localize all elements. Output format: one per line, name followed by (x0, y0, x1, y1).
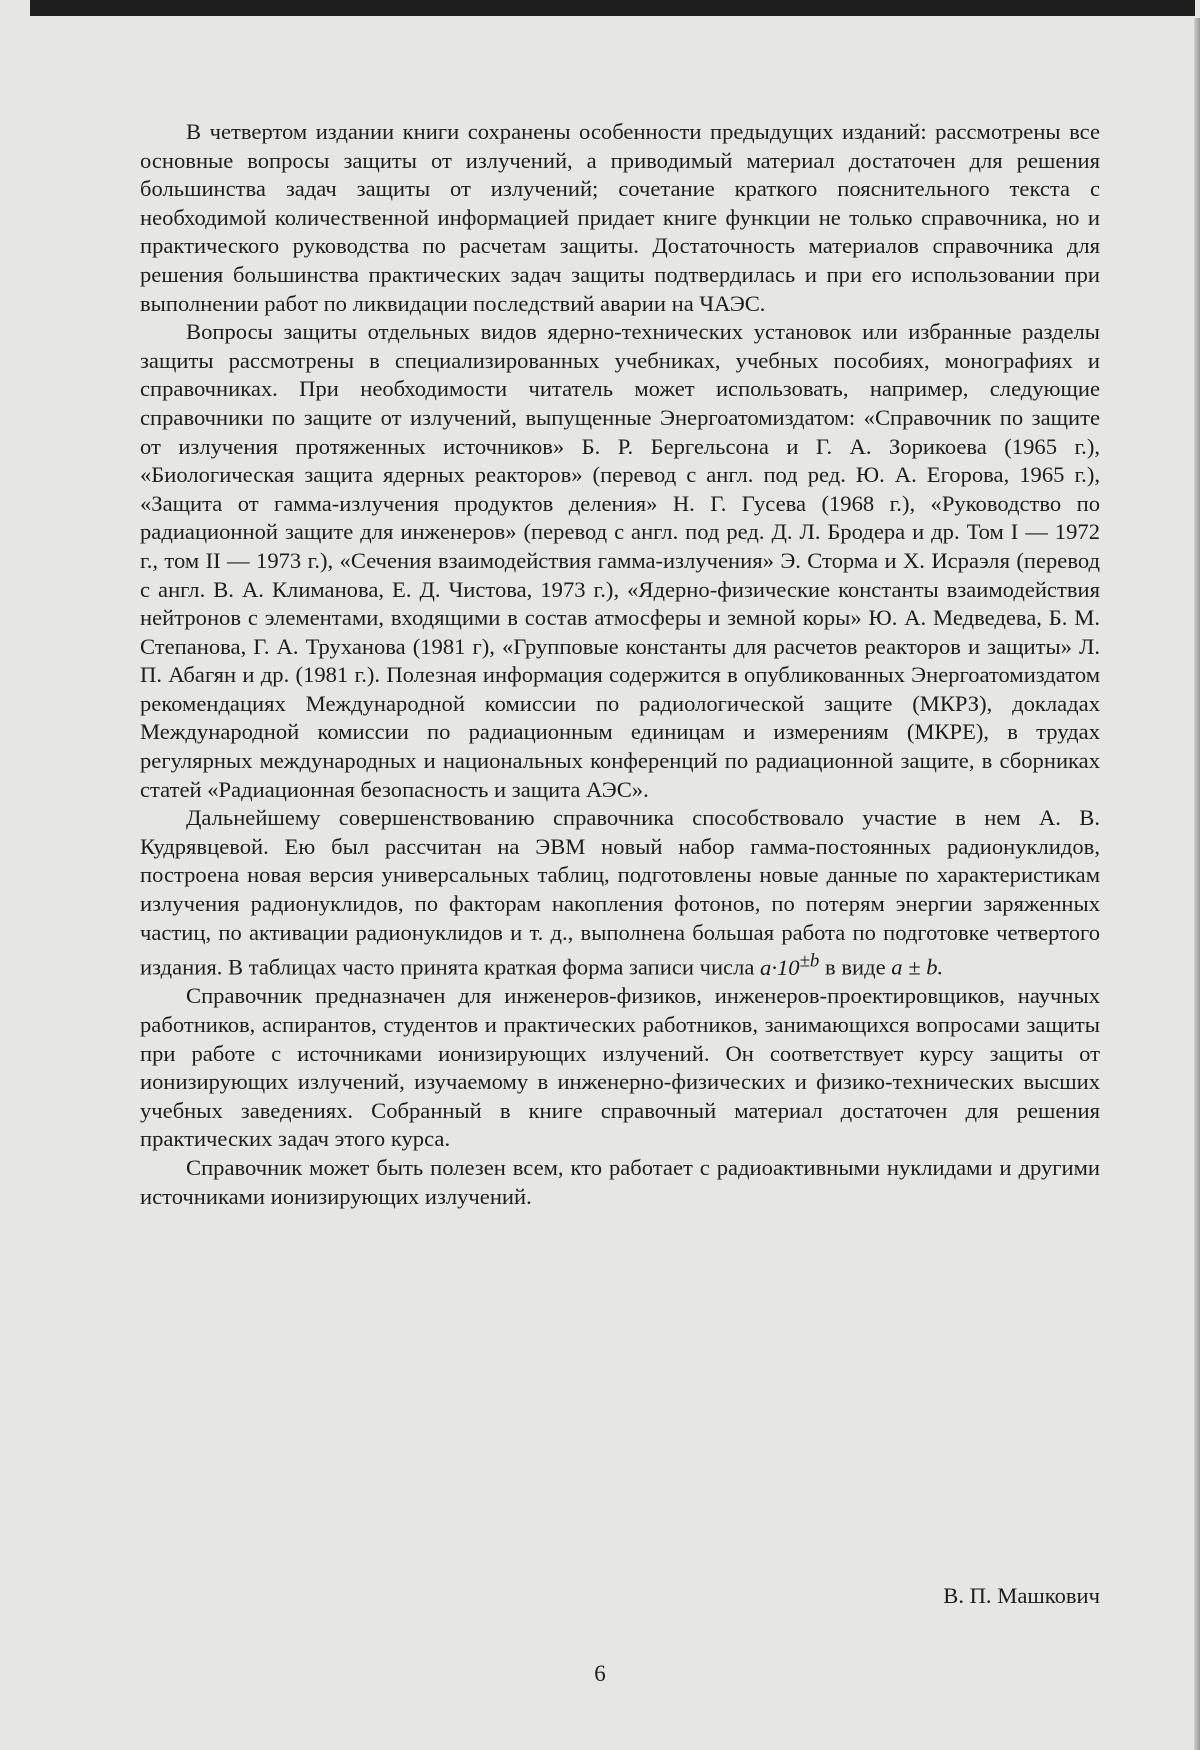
paragraph-3 (140, 804, 1100, 982)
formula-exponent: ±b (799, 950, 820, 972)
formula-number (760, 950, 820, 980)
preface-text (140, 118, 1100, 1211)
paragraph-3-text: Дальнейшему совершенствованию справочника способствовало участие в нем А. В. Кудрявцевой. Ею был рассчитан на ЭВМ новый набор гамма-постоянных радионуклидов, построена новая версия универсальных таблиц, подготовлены новые данные по характеристикам излучения радионуклидов, по факторам накопления фотонов, по потерям энергии заряженных частиц, по активации радионуклидов и т. д., выполнена большая работа по подготовке четвертого издания. В таблицах часто принята краткая форма записи числа (140, 805, 1100, 980)
author-signature: В. П. Машкович (943, 1583, 1100, 1608)
paragraph-4: Справочник предназначен для инженеров-физиков, инженеров-проектировщиков, научных работников, аспирантов, студентов и практических работников, занимающихся вопросами защиты при работе с источниками ионизирующих излучений. Он соответствует курсу защиты от ионизирующих излучений, изучаемому в инженерно-физических и физико-технических высших учебных заведениях. Собранный в книге справочный материал достаточен для решения практических задач этого курса. (140, 983, 1100, 1152)
formula-base: a·10 (760, 954, 800, 980)
formula-short: a ± b. (891, 954, 944, 980)
page-number: 6 (594, 1661, 606, 1686)
paragraph-5: Справочник может быть полезен всем, кто работает с радиоактивными нуклидами и другими источниками ионизирующих излучений. (140, 1154, 1100, 1209)
scan-right-edge (1194, 18, 1200, 1750)
paragraph-2: Вопросы защиты отдельных видов ядерно-технических установок или избранные разделы защиты рассмотрены в специализированных учебниках, учебных пособиях, монографиях и справочниках. При необходимости читатель может использовать, например, следующие справочники по защите от излучений, выпущенные Энергоатомиздатом: «Справочник по защите от излучения протяженных источников» Б. Р. Бергельсона и Г. А. Зорикоева (1965 г.), «Биологическая защита ядерных реакторов» (перевод с англ. под ред. Ю. А. Егорова, 1965 г.), «Защита от гамма-излучения продуктов деления» Н. Г. Гусева (1968 г.), «Руководство по радиационной защите для инженеров» (перевод с англ. под ред. Д. Л. Бродера и др. Том I — 1972 г., том II — 1973 г.), «Сечения взаимодействия гамма-излучения» Э. Сторма и Х. Исраэля (перевод с англ. В. А. Климанова, Е. Д. Чистова, 1973 г.), «Ядерно-физические константы взаимодействия нейтронов с элементами, входящими в состав атмосферы и земной коры» Ю. А. Медведева, Б. М. Степанова, Г. А. Труханова (1981 г), «Групповые константы для расчетов реакторов и защиты» Л. П. Абагян и др. (1981 г.). Полезная информация содержится в опубликованных Энергоатомиздатом рекомендациях Международной комиссии по радиологической защите (МКРЗ), докладах Международной комиссии по радиационным единицам и измерениям (МКРЕ), в трудах регулярных международных и национальных конференций по радиационной защите, в сборниках статей «Радиационная безопасность и защита АЭС». (140, 319, 1100, 802)
paragraph-1: В четвертом издании книги сохранены особенности предыдущих изданий: рассмотрены все основные вопросы защиты от излучений, а приводимый материал достаточен для решения большинства задач защиты от излучений; сочетание краткого пояснительного текста с необходимой количественной информацией придает книге функции не только справочника, но и практического руководства по расчетам защиты. Достаточность материалов справочника для решения большинства практических задач защиты подтвердилась и при его использовании при выполнении работ по ликвидации последствий аварии на ЧАЭС. (140, 119, 1100, 316)
formula-connector: в виде (825, 954, 886, 980)
scan-top-edge (30, 0, 1195, 16)
